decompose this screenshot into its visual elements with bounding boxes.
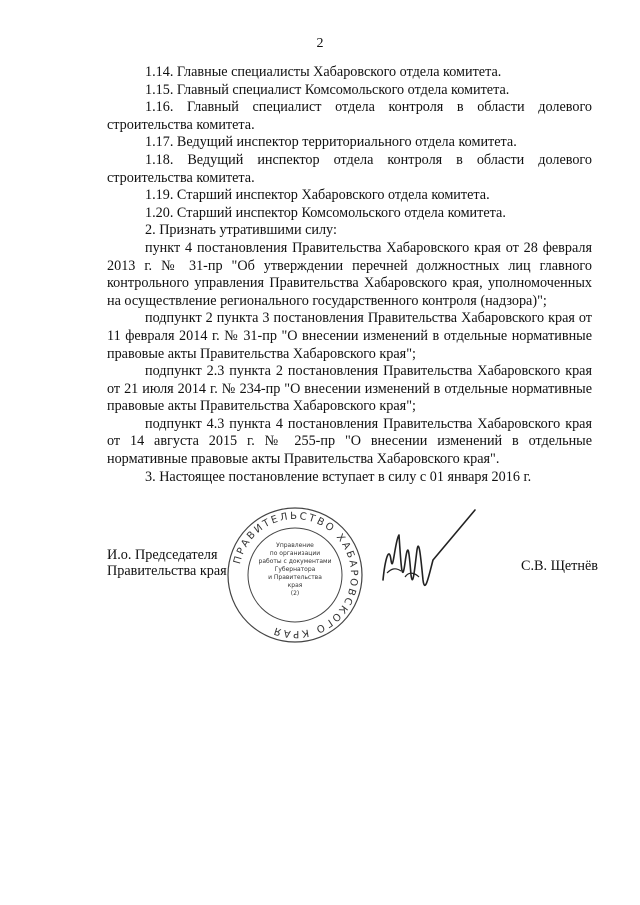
- seal-inner-line: работы с документами: [258, 558, 332, 565]
- paragraph: 3. Настоящее постановление вступает в силу с 01 января 2016 г.: [145, 468, 532, 485]
- paragraph: 1.19. Старший инспектор Хабаровского отдела комитета.: [145, 187, 490, 204]
- page-number: 2: [316, 36, 324, 51]
- document-body: [107, 64, 592, 486]
- seal-inner-line: Губернатора: [274, 566, 316, 573]
- paragraph: 1.16. Главный специалист отдела контроля в области долевого строительства комитета.: [107, 99, 592, 133]
- position-line: И.о. Председателя: [107, 547, 218, 563]
- paragraph: 1.18. Ведущий инспектор отдела контроля в области долевого строительства комитета.: [107, 151, 592, 186]
- official-seal: [225, 505, 365, 645]
- paragraph: пункт 4 постановления Правительства Хабаровского края от 28 февраля 2013 г. № 31-пр "Об утверждении перечней должностных лиц главного контрольного управления Правительства Хабаровского края, уполномоченных на осуществление регионального государственного контроля (надзора)";: [107, 239, 592, 309]
- seal-outer-text: ПРАВИТЕЛЬСТВО ХАБАРОВСКОГО КРАЯ: [232, 510, 360, 640]
- paragraph: 1.15. Главный специалист Комсомольского отдела комитета.: [145, 81, 510, 98]
- paragraph: подпункт 2 пункта 3 постановления Правительства Хабаровского края от 11 февраля 2014 г. № 31-пр "О внесении изменений в отдельные нормативные правовые акты Правительства Хабаровского края";: [107, 310, 592, 362]
- paragraph: подпункт 2.3 пункта 2 постановления Правительства Хабаровского края от 21 июля 2014 г. № 234-пр "О внесении изменений в отдельные нормативные правовые акты Правительства Хабаровского края";: [107, 363, 592, 415]
- handwritten-signature: [375, 505, 485, 605]
- paragraph: 1.17. Ведущий инспектор территориального отдела комитета.: [145, 134, 517, 151]
- signatory-position: [107, 548, 227, 579]
- seal-inner-line: и Правительства: [268, 574, 322, 581]
- paragraph: 2. Признать утратившими силу:: [145, 222, 337, 239]
- seal-inner-line: по организации: [269, 550, 321, 557]
- signer-name: С.В. Щетнёв: [521, 558, 598, 574]
- seal-inner-line: Управление: [276, 542, 314, 549]
- paragraph: подпункт 4.3 пункта 4 постановления Правительства Хабаровского края от 14 августа 2015 г. № 255-пр "О внесении изменений в отдельные нормативные правовые акты Правительства Хабаровского края".: [107, 415, 592, 468]
- seal-inner-line: (2): [290, 590, 300, 597]
- paragraph: 1.20. Старший инспектор Комсомольского отдела комитета.: [145, 204, 506, 221]
- position-line: Правительства края: [107, 562, 227, 579]
- seal-inner-line: края: [287, 582, 303, 589]
- paragraph: 1.14. Главные специалисты Хабаровского отдела комитета.: [145, 64, 502, 80]
